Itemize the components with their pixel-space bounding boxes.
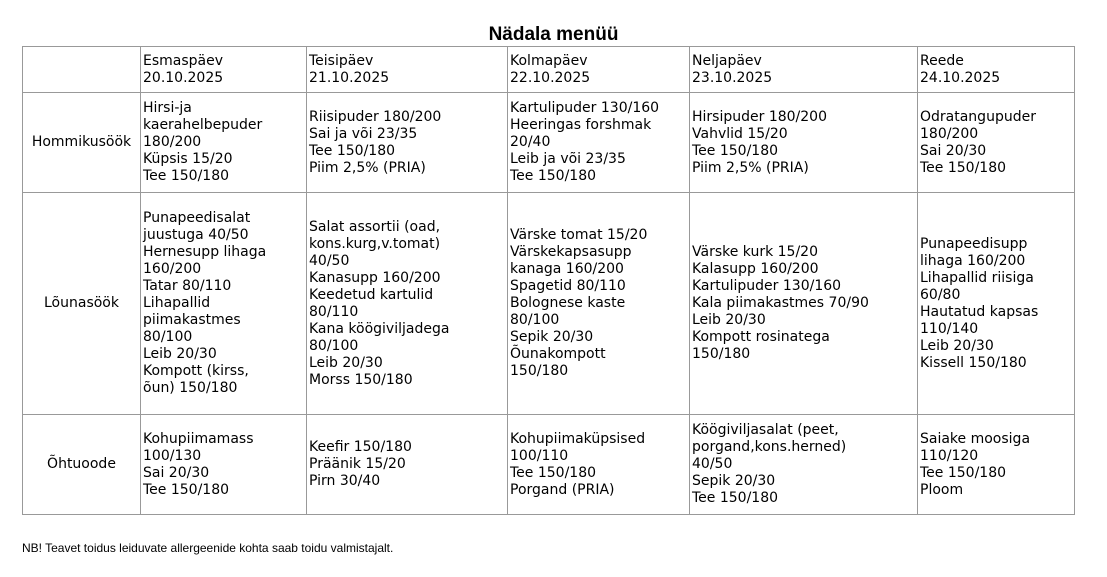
menu-item-line: Värske kurk 15/20	[692, 244, 818, 260]
menu-item-line: Tee 150/180	[920, 159, 1007, 176]
menu-item-line: 160/200	[143, 261, 202, 277]
menu-item-line: Sepik 20/30	[692, 473, 776, 489]
menu-item-line: 80/100	[309, 337, 359, 354]
menu-item-line: 180/200	[143, 134, 202, 150]
menu-item-line: Sepik 20/30	[510, 329, 594, 345]
menu-item-line: Sai ja või 23/35	[309, 125, 418, 142]
menu-cell	[141, 415, 307, 515]
menu-cell	[307, 93, 508, 193]
meal-row	[23, 193, 1075, 415]
menu-cell	[508, 193, 690, 415]
menu-item-line: 40/50	[309, 252, 350, 269]
menu-cell	[690, 415, 918, 515]
menu-item-line: Salat assortii (oad,	[309, 218, 441, 235]
meal-row	[23, 415, 1075, 515]
menu-item-line: Tee 150/180	[143, 481, 230, 498]
menu-item-line: Präänik 15/20	[309, 456, 406, 472]
menu-item-line: 100/110	[510, 447, 569, 464]
menu-item-line: Hirsi-ja	[143, 100, 192, 116]
day-date: 20.10.2025	[143, 69, 224, 86]
menu-item-line: Kanasupp 160/200	[309, 269, 441, 286]
menu-item-line: Küpsis 15/20	[143, 151, 233, 167]
menu-cell	[918, 193, 1075, 415]
menu-cell	[690, 93, 918, 193]
day-header	[690, 47, 918, 93]
menu-item-line: Keefir 150/180	[309, 439, 412, 455]
menu-item-line: juustuga 40/50	[143, 227, 249, 243]
menu-item-line: Kana köögiviljadega	[309, 320, 450, 337]
menu-item-line: Tee 150/180	[309, 142, 396, 159]
corner-cell	[23, 47, 141, 93]
menu-item-line: Kartulipuder 130/160	[692, 278, 842, 294]
menu-cell	[690, 193, 918, 415]
menu-item-line: porgand,kons.herned)	[692, 439, 847, 455]
menu-item-line: Bolognese kaste	[510, 295, 626, 311]
menu-item-line: 60/80	[920, 286, 961, 303]
menu-cell	[307, 193, 508, 415]
menu-item-line: 150/180	[692, 346, 751, 362]
menu-item-line: 180/200	[920, 125, 979, 142]
day-name: Esmaspäev	[143, 52, 224, 69]
menu-cell	[141, 193, 307, 415]
menu-item-line: Tee 150/180	[510, 464, 597, 481]
meal-name: Lõunasöök	[23, 193, 141, 415]
menu-item-line: Tatar 80/110	[143, 278, 232, 294]
meal-row	[23, 93, 1075, 193]
header-row	[23, 47, 1075, 93]
menu-item-line: Hirsipuder 180/200	[692, 108, 827, 125]
menu-item-line: kons.kurg,v.tomat)	[309, 235, 441, 252]
menu-item-line: 40/50	[692, 456, 733, 472]
menu-cell	[918, 415, 1075, 515]
menu-item-line: kanaga 160/200	[510, 261, 624, 277]
menu-item-line: Kohupiimaküpsised	[510, 430, 646, 447]
menu-item-line: Kissell 150/180	[920, 354, 1027, 371]
menu-item-line: Morss 150/180	[309, 371, 413, 388]
menu-item-line: 100/130	[143, 447, 202, 464]
menu-item-line: kaerahelbepuder	[143, 117, 263, 133]
menu-item-line: Odratangupuder	[920, 108, 1036, 125]
menu-item-line: õun) 150/180	[143, 380, 238, 396]
menu-item-line: Leib 20/30	[920, 337, 994, 354]
day-name: Reede	[920, 52, 964, 69]
menu-item-line: Kartulipuder 130/160	[510, 100, 660, 116]
day-date: 21.10.2025	[309, 69, 390, 86]
page-title: Nädala menüü	[488, 24, 619, 45]
menu-item-line: 20/40	[510, 134, 551, 150]
meal-name: Õhtuoode	[23, 415, 141, 515]
menu-item-line: 80/100	[143, 329, 193, 345]
menu-cell	[918, 93, 1075, 193]
menu-item-line: piimakastmes	[143, 312, 241, 328]
menu-item-line: Riisipuder 180/200	[309, 108, 442, 125]
menu-cell	[508, 93, 690, 193]
menu-item-line: Piim 2,5% (PRIA)	[692, 159, 809, 176]
menu-item-line: Ploom	[920, 481, 964, 498]
menu-item-line: 110/140	[920, 320, 979, 337]
menu-item-line: Tee 150/180	[143, 168, 230, 184]
menu-item-line: Punapeedisalat	[143, 210, 251, 226]
menu-item-line: Värskekapsasupp	[510, 244, 632, 260]
menu-item-line: Piim 2,5% (PRIA)	[309, 159, 426, 176]
menu-cell	[508, 415, 690, 515]
menu-cell	[141, 93, 307, 193]
menu-item-line: Heeringas forshmak	[510, 117, 652, 133]
menu-item-line: Kala piimakastmes 70/90	[692, 295, 869, 311]
menu-item-line: Leib 20/30	[309, 354, 383, 371]
menu-item-line: Punapeedisupp	[920, 235, 1028, 252]
menu-item-line: Porgand (PRIA)	[510, 481, 615, 498]
day-name: Neljapäev	[692, 52, 762, 69]
day-name: Kolmapäev	[510, 52, 588, 69]
weekly-menu-table	[22, 46, 1075, 515]
menu-item-line: Keedetud kartulid	[309, 286, 434, 303]
meal-name: Hommikusöök	[23, 93, 141, 193]
menu-item-line: Tee 150/180	[692, 142, 779, 159]
day-header	[307, 47, 508, 93]
menu-item-line: Spagetid 80/110	[510, 278, 626, 294]
menu-item-line: Kompott (kirss,	[143, 363, 249, 379]
menu-item-line: Leib 20/30	[143, 346, 217, 362]
menu-item-line: Köögiviljasalat (peet,	[692, 422, 839, 438]
day-date: 22.10.2025	[510, 69, 591, 86]
day-header	[141, 47, 307, 93]
menu-item-line: Sai 20/30	[920, 142, 987, 159]
menu-item-line: lihaga 160/200	[920, 252, 1026, 269]
menu-item-line: Hernesupp lihaga	[143, 244, 267, 260]
menu-item-line: Õunakompott	[510, 346, 606, 362]
menu-item-line: 110/120	[920, 447, 979, 464]
menu-item-line: Lihapallid riisiga	[920, 269, 1034, 286]
menu-item-line: Vahvlid 15/20	[692, 125, 788, 142]
menu-item-line: Kalasupp 160/200	[692, 261, 819, 277]
menu-item-line: Leib ja või 23/35	[510, 151, 626, 167]
menu-item-line: Lihapallid	[143, 295, 211, 311]
menu-item-line: Pirn 30/40	[309, 473, 381, 489]
menu-item-line: Tee 150/180	[920, 464, 1007, 481]
menu-item-line: 80/100	[510, 312, 560, 328]
menu-item-line: Saiake moosiga	[920, 430, 1031, 447]
allergen-note: NB! Teavet toidus leiduvate allergeenide kohta saab toidu valmistajalt.	[22, 541, 394, 555]
menu-item-line: Kohupiimamass	[143, 430, 254, 447]
menu-item-line: Sai 20/30	[143, 464, 210, 481]
day-date: 23.10.2025	[692, 69, 773, 86]
menu-item-line: 80/110	[309, 303, 359, 320]
menu-item-line: Värske tomat 15/20	[510, 227, 648, 243]
menu-item-line: Kompott rosinatega	[692, 329, 830, 345]
menu-item-line: 150/180	[510, 363, 569, 379]
day-name: Teisipäev	[309, 52, 374, 69]
menu-cell	[307, 415, 508, 515]
menu-item-line: Hautatud kapsas	[920, 303, 1039, 320]
day-header	[508, 47, 690, 93]
menu-item-line: Leib 20/30	[692, 312, 766, 328]
day-date: 24.10.2025	[920, 69, 1001, 86]
day-header	[918, 47, 1075, 93]
menu-item-line: Tee 150/180	[510, 168, 597, 184]
menu-item-line: Tee 150/180	[692, 490, 779, 506]
